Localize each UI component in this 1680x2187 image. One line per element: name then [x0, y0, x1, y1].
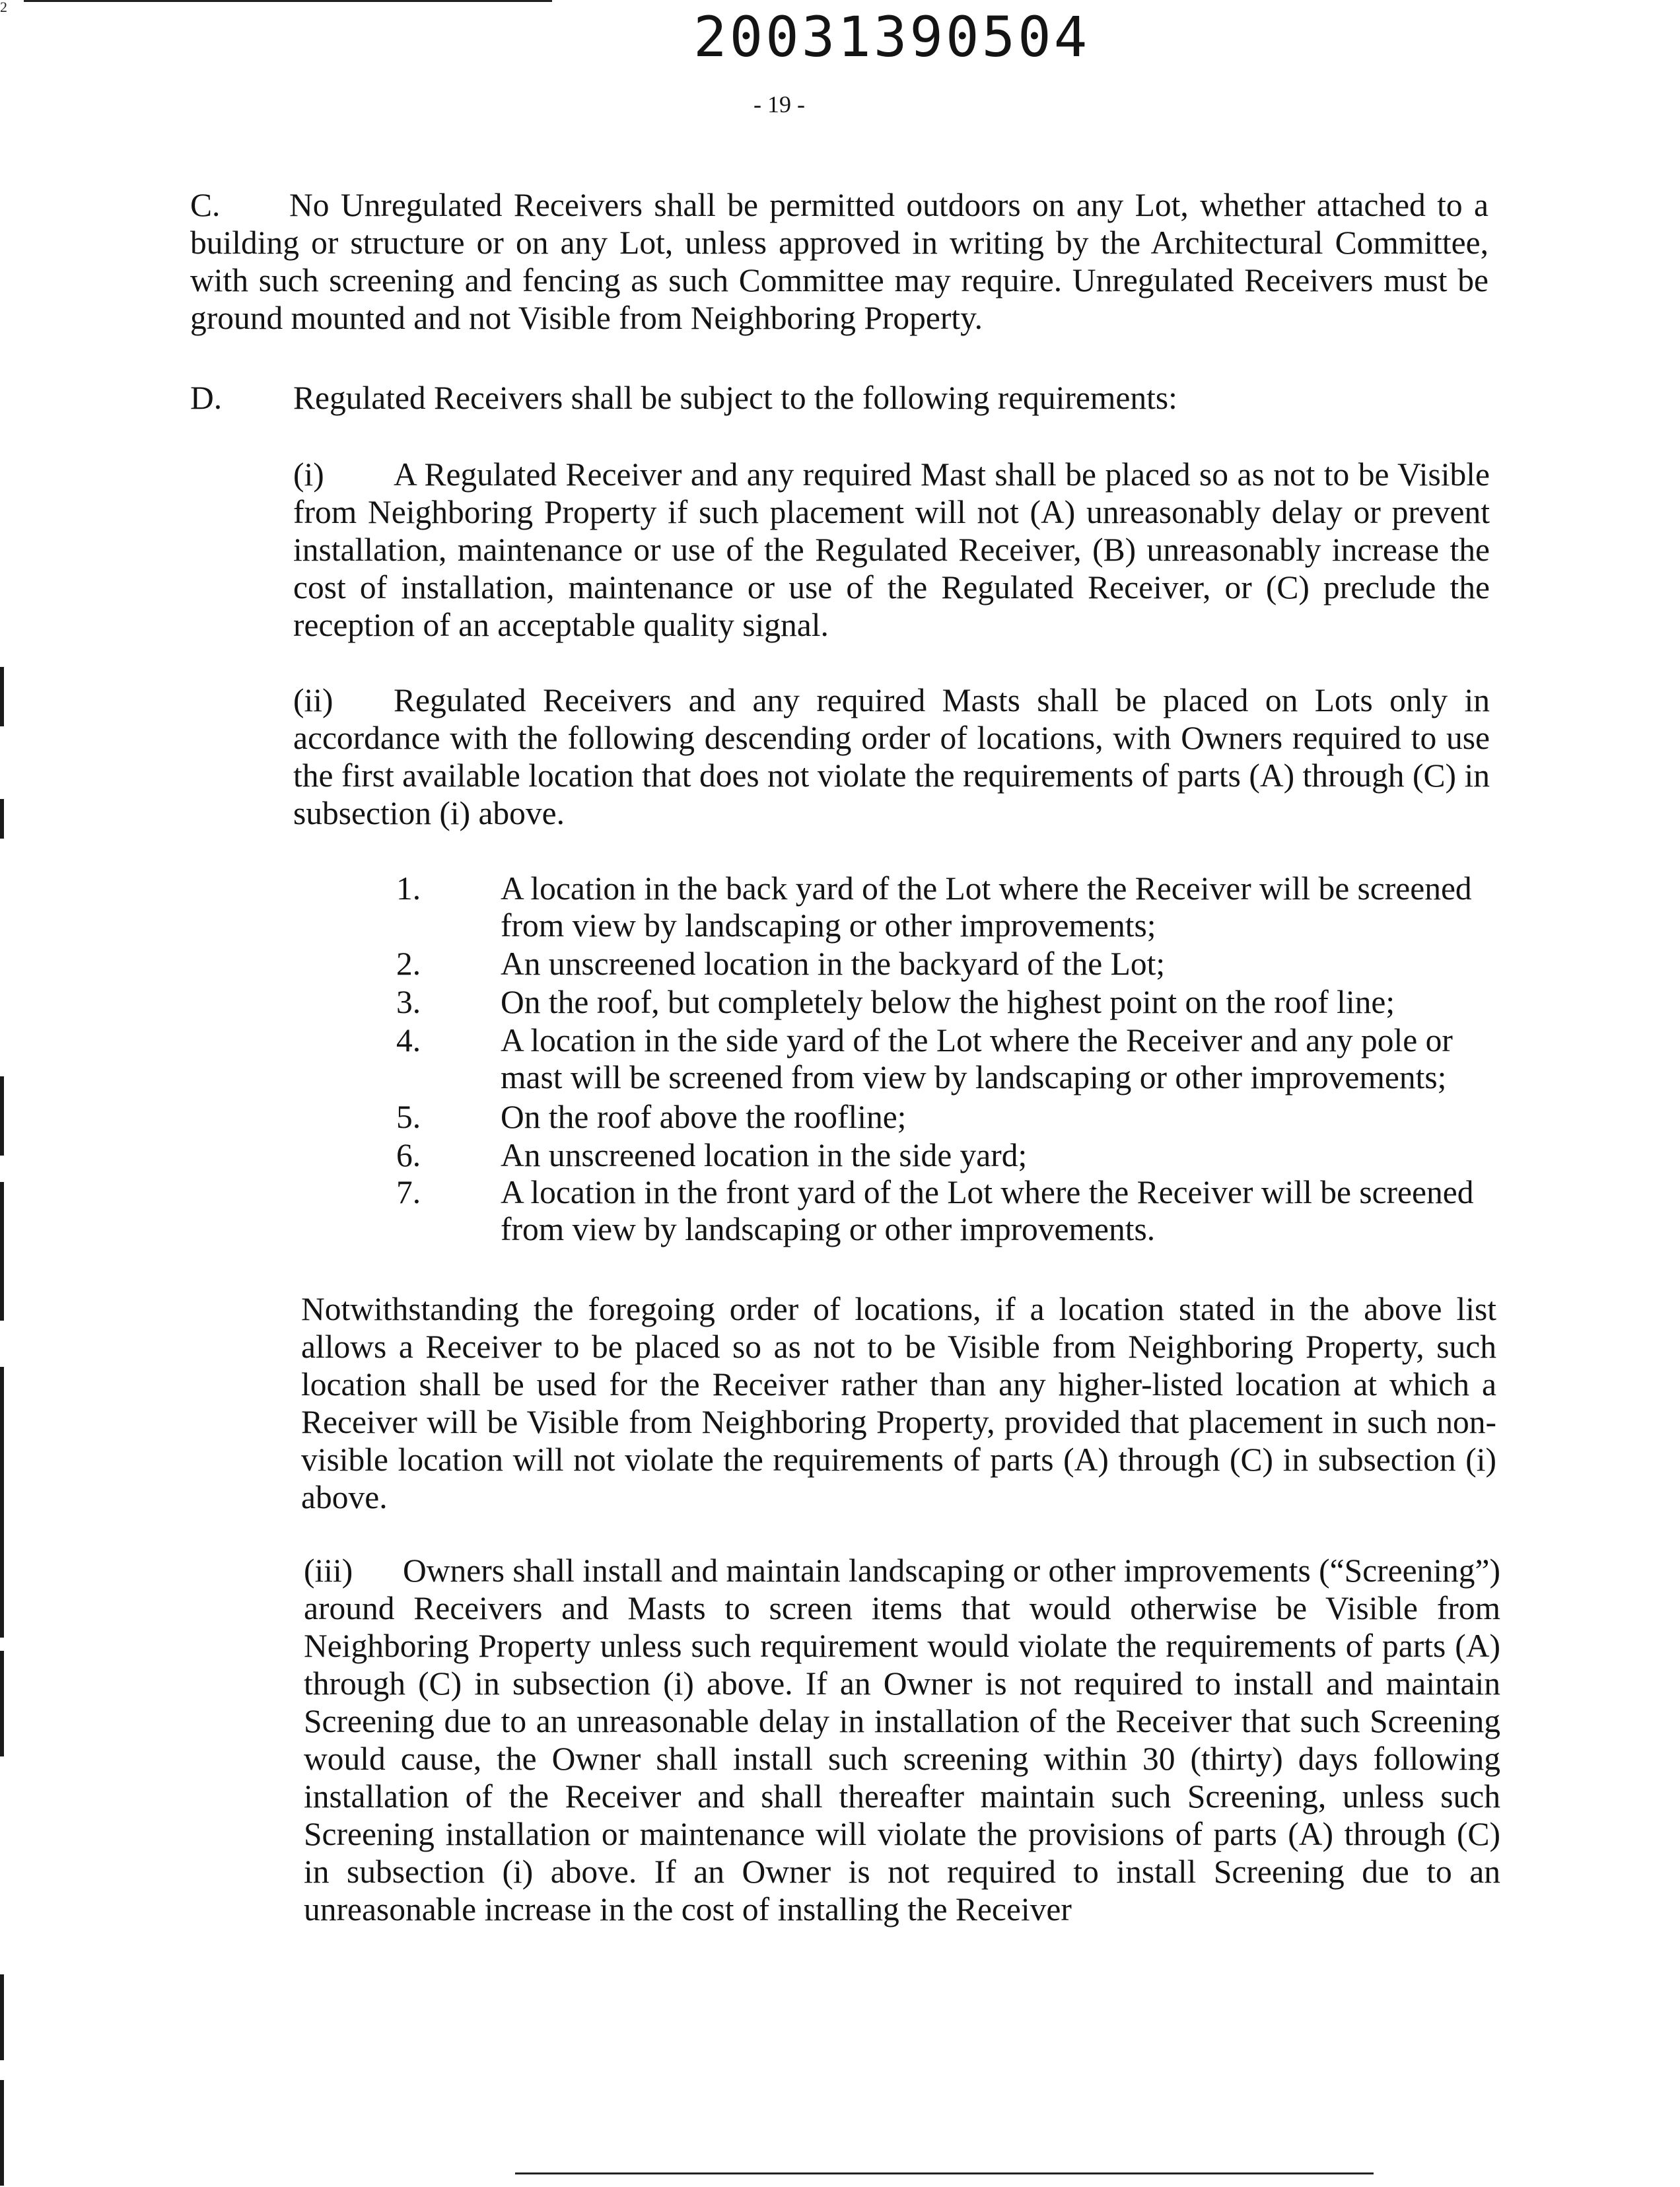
list-item-number: 1.	[396, 870, 421, 907]
top-scan-rule	[24, 0, 552, 2]
scan-edge-mark	[0, 2080, 4, 2186]
scan-edge-mark	[0, 1492, 4, 1638]
document-number: 20031390504	[693, 5, 1090, 69]
scan-edge-mark	[0, 1974, 4, 2060]
list-item-text: An unscreened location in the backyard of the Lot;	[501, 946, 1166, 982]
list-item-number: 5.	[396, 1099, 421, 1135]
scan-edge-mark	[0, 667, 4, 726]
subsection-iii-paragraph	[304, 1552, 1500, 1928]
notwithstanding-paragraph: Notwithstanding the foregoing order of locations, if a location stated in the above list allows a Receiver to be placed so as not to be Visible from Neighboring Property, such location shall be used for the Receiver rather than any higher-listed location at which a Receiver will be Visible from Neighboring Property, provided that placement in such non-visible location will not violate the requirements of parts (A) through (C) in subsection (i) above.	[301, 1291, 1496, 1515]
subsection-iii-text: Owners shall install and maintain landscaping or other improvements (“Screening”) around Receivers and Masts to screen items that would otherwise be Visible from Neighboring Property unless such requirement would violate the requirements of parts (A) through (C) in subsection (i) above. If an Owner is not required to install and maintain Screening due to an unreasonable delay in installation of the Receiver that such Screening would cause, the Owner shall install such screening within 30 (thirty) days following installation of the Receiver and shall thereafter maintain such Screening, unless such Screening installation or maintenance will violate the provisions of parts (A) through (C) in subsection (i) above. If an Owner is not required to install Screening due to an unreasonable increase in the cost of installing the Receiver	[304, 1552, 1500, 1927]
list-item-number: 4.	[396, 1022, 421, 1059]
scan-edge-mark	[0, 1076, 4, 1156]
subsection-iii-marker: (iii)	[304, 1552, 353, 1589]
section-c-marker: C.	[190, 187, 221, 223]
bottom-scan-rule	[515, 2172, 1374, 2174]
list-item-number: 3.	[396, 984, 421, 1020]
subsection-i-paragraph	[293, 456, 1490, 644]
list-item-number: 2.	[396, 946, 421, 982]
subsection-ii-paragraph	[293, 681, 1490, 832]
section-c-paragraph	[190, 186, 1488, 337]
section-d-paragraph	[190, 379, 1488, 417]
list-item-number: 7.	[396, 1174, 421, 1210]
scan-edge-mark	[0, 1182, 4, 1321]
list-item-number: 6.	[396, 1137, 421, 1173]
scan-edge-mark	[0, 799, 4, 839]
scan-edge-mark	[0, 1651, 4, 1756]
subsection-ii-marker: (ii)	[293, 682, 333, 718]
list-item-text: On the roof, but completely below the highest point on the roof line;	[501, 984, 1395, 1020]
page-number: - 19 -	[753, 91, 805, 118]
list-item-text: A location in the back yard of the Lot where the Receiver will be screened from view by landscaping or other improvements;	[501, 870, 1472, 944]
list-item-text: A location in the side yard of the Lot where the Receiver and any pole or mast will be screened from view by landscaping or other improvements;	[501, 1022, 1453, 1095]
scan-edge-mark	[0, 1367, 4, 1492]
list-item-text: A location in the front yard of the Lot where the Receiver will be screened from view by landscaping or other improvements.	[501, 1174, 1474, 1247]
section-c-text: No Unregulated Receivers shall be permitted outdoors on any Lot, whether attached to a building or structure or on any Lot, unless approved in writing by the Architectural Committee, with such screening and fencing as such Committee may require. Unregulated Receivers must be ground mounted and not Visible from Neighboring Property.	[190, 187, 1488, 336]
subsection-i-marker: (i)	[293, 456, 324, 493]
subsection-ii-text: Regulated Receivers and any required Masts shall be placed on Lots only in accordance with the following descending order of locations, with Owners required to use the first available location that does not violate the requirements of parts (A) through (C) in subsection (i) above.	[293, 682, 1490, 831]
list-item-text: An unscreened location in the side yard;	[501, 1137, 1028, 1173]
section-d-marker: D.	[190, 380, 223, 416]
corner-mark: 2	[0, 0, 7, 15]
section-d-text: Regulated Receivers shall be subject to the following requirements:	[293, 380, 1177, 416]
list-item-text: On the roof above the roofline;	[501, 1099, 907, 1135]
subsection-i-text: A Regulated Receiver and any required Mast shall be placed so as not to be Visible from Neighboring Property if such placement will not (A) unreasonably delay or prevent installation, maintenance or use of the Regulated Receiver, (B) unreasonably increase the cost of installation, maintenance or use of the Regulated Receiver, or (C) preclude the reception of an acceptable quality signal.	[293, 456, 1490, 643]
